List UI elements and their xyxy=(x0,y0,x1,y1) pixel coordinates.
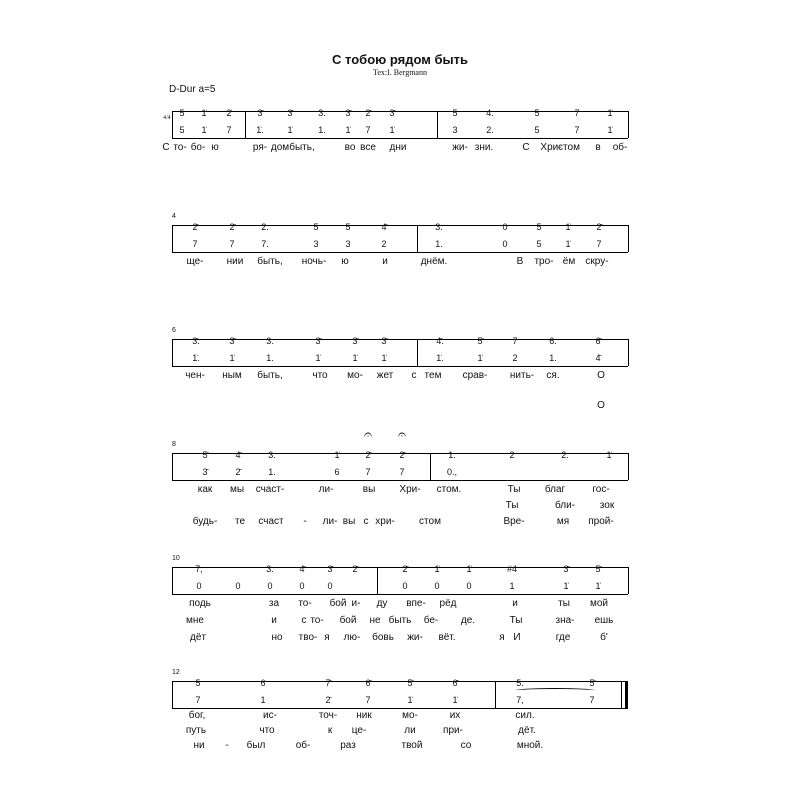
lower-note: 1̇. xyxy=(436,353,444,363)
lower-note: 1 xyxy=(260,695,266,705)
lower-note: 1̇. xyxy=(192,353,200,363)
upper-note: 2̄ xyxy=(402,564,408,574)
lyric-syllable: и xyxy=(382,256,388,267)
barline xyxy=(172,567,173,594)
barline xyxy=(172,453,173,480)
fermata-icon: 𝄐 xyxy=(364,426,372,442)
staff-line-pair xyxy=(172,225,628,253)
upper-note: 2̄ xyxy=(192,222,198,232)
staff-line-pair xyxy=(172,339,628,367)
lower-note: 1. xyxy=(266,353,274,363)
lyric-syllable: С xyxy=(522,142,530,153)
lyric-syllable: тем xyxy=(424,370,442,381)
lyric-syllable: как xyxy=(197,484,213,495)
lower-note: 0 xyxy=(502,239,508,249)
lower-note: 3̄ xyxy=(202,467,208,477)
lyric-syllable: бовь xyxy=(372,632,394,643)
upper-note: 3. xyxy=(435,222,443,232)
upper-note: 5 xyxy=(345,222,351,232)
lyric-syllable: тро- xyxy=(534,256,554,267)
lyric-syllable: подь xyxy=(189,598,211,609)
lyricist-credit: Tex:I. Bergmann xyxy=(373,68,427,77)
lower-note: 1̇. xyxy=(256,125,264,135)
upper-note: 5̄ xyxy=(407,678,413,688)
upper-note: 3̄ xyxy=(229,336,235,346)
barline xyxy=(245,111,246,138)
barline xyxy=(628,339,629,366)
upper-note: 6. xyxy=(549,336,557,346)
barline xyxy=(621,681,622,708)
key-signature: D-Dur a=5 xyxy=(169,84,216,95)
lyric-syllable: бой xyxy=(329,598,347,609)
lower-note: 7 xyxy=(365,467,371,477)
lyric-syllable: ли xyxy=(404,725,416,736)
lyric-syllable: с xyxy=(301,615,307,626)
lower-note: 1̇ xyxy=(407,695,413,705)
upper-note: 1̇ xyxy=(606,450,612,460)
lower-note: 0 xyxy=(327,581,333,591)
lower-note: 2. xyxy=(486,125,494,135)
lower-note: 0 xyxy=(267,581,273,591)
lyric-syllable: ю xyxy=(341,256,349,267)
lyric-syllable: в xyxy=(595,142,601,153)
lower-note: 2̄ xyxy=(235,467,241,477)
upper-note: 4̄. xyxy=(436,336,444,346)
lyric-syllable: те xyxy=(234,516,246,527)
upper-note: 5 xyxy=(534,108,540,118)
upper-note: 7 xyxy=(574,108,580,118)
lyric-syllable: бли- xyxy=(554,500,576,511)
lyric-syllable: ём xyxy=(562,256,576,267)
upper-note: 3̄ xyxy=(389,108,395,118)
staff-line-pair xyxy=(172,681,628,709)
lyric-syllable: и xyxy=(512,598,518,609)
lyric-syllable: ще- xyxy=(186,256,204,267)
upper-note: 3̄ xyxy=(345,108,351,118)
lyric-syllable: где xyxy=(555,632,571,643)
staff-line-pair xyxy=(172,111,628,139)
lower-note: 7, xyxy=(516,695,524,705)
upper-note: 6̄ xyxy=(365,678,371,688)
lyric-syllable: то- xyxy=(298,598,312,609)
lower-note: 7 xyxy=(399,467,405,477)
upper-note: 4. xyxy=(486,108,494,118)
lyric-syllable: О xyxy=(597,370,605,381)
lyric-syllable: то- xyxy=(173,142,187,153)
upper-note: 3̄ xyxy=(563,564,569,574)
upper-note: 3̄ xyxy=(352,336,358,346)
upper-note: 3̄ xyxy=(381,336,387,346)
upper-note: 6 xyxy=(260,678,266,688)
lyric-syllable: Ты xyxy=(507,484,521,495)
lower-note: 7 xyxy=(226,125,232,135)
lyric-syllable: - xyxy=(225,740,229,751)
lyric-syllable: ты xyxy=(558,598,570,609)
lower-note: 7 xyxy=(365,125,371,135)
lower-note: 7. xyxy=(261,239,269,249)
lyric-syllable: мной. xyxy=(516,740,544,751)
barline xyxy=(628,453,629,480)
lyric-syllable: зна- xyxy=(555,615,575,626)
upper-note: 2. xyxy=(261,222,269,232)
lower-note: 0 xyxy=(235,581,241,591)
upper-note: 6̄ xyxy=(595,336,601,346)
upper-note: 7̄ xyxy=(325,678,331,688)
upper-note: 1̇ xyxy=(201,108,207,118)
lyric-syllable: счаст- xyxy=(255,484,285,495)
lyric-syllable: со xyxy=(460,740,472,751)
lower-note: 7 xyxy=(589,695,595,705)
upper-note: 5 xyxy=(452,108,458,118)
lyric-syllable: благ xyxy=(544,484,566,495)
lower-note: 0 xyxy=(402,581,408,591)
lyric-syllable: жет xyxy=(376,370,394,381)
lyric-syllable: де. xyxy=(460,615,476,626)
lyric-syllable: твой xyxy=(401,740,423,751)
lyric-syllable: бой xyxy=(339,615,357,626)
upper-note: 1̇ xyxy=(565,222,571,232)
lyric-syllable: Хри- xyxy=(399,484,421,495)
lower-note: 2̄ xyxy=(325,695,331,705)
lyric-syllable: быть xyxy=(388,615,412,626)
lyric-syllable: Ты xyxy=(509,615,523,626)
upper-note: 5 xyxy=(195,678,201,688)
upper-note: 4̄ xyxy=(235,450,241,460)
lower-note: 1̇ xyxy=(287,125,293,135)
barline xyxy=(628,567,629,594)
lower-note: 1̇ xyxy=(389,125,395,135)
lyric-syllable: С xyxy=(162,142,170,153)
lower-note: 2 xyxy=(512,353,518,363)
barline xyxy=(628,111,629,138)
lyric-syllable: будь- xyxy=(192,516,218,527)
lower-note: 1̇ xyxy=(452,695,458,705)
lyric-syllable: стом. xyxy=(436,484,462,495)
lyric-syllable: Вре- xyxy=(503,516,525,527)
barline xyxy=(437,111,438,138)
lower-note: 1. xyxy=(318,125,326,135)
lyric-syllable: счаст xyxy=(258,516,284,527)
upper-note: 3̄ xyxy=(287,108,293,118)
lyric-syllable: зок xyxy=(599,500,615,511)
upper-note: #4 xyxy=(506,564,518,574)
lyric-syllable: ся. xyxy=(546,370,560,381)
lower-note: 3 xyxy=(452,125,458,135)
upper-note: 1̇ xyxy=(607,108,613,118)
measure-number: 8 xyxy=(172,441,176,448)
upper-note: 4̄ xyxy=(381,222,387,232)
lyric-syllable: к xyxy=(327,725,333,736)
lower-note: 3 xyxy=(313,239,319,249)
upper-note: 3̄ xyxy=(257,108,263,118)
lyric-syllable: зни. xyxy=(474,142,494,153)
lower-note: 7 xyxy=(365,695,371,705)
lower-note: 1̇ xyxy=(201,125,207,135)
upper-note: 3̄ xyxy=(327,564,333,574)
lyric-syllable: дёт xyxy=(190,632,206,643)
lyric-syllable: ни xyxy=(193,740,205,751)
barline xyxy=(172,339,173,366)
lyric-syllable: жи- xyxy=(407,632,423,643)
lyric-syllable: ис- xyxy=(263,710,277,721)
lyric-syllable: бо- xyxy=(190,142,206,153)
lyric-syllable: прой- xyxy=(588,516,614,527)
barline xyxy=(377,567,378,594)
lyric-syllable: с xyxy=(363,516,369,527)
lower-note: 6 xyxy=(334,467,340,477)
lower-note: 1. xyxy=(549,353,557,363)
lyric-syllable: Хри- xyxy=(540,142,562,153)
upper-note: 1. xyxy=(448,450,456,460)
upper-note: 2̇ xyxy=(226,108,232,118)
upper-note: 2̄ xyxy=(352,564,358,574)
lyric-syllable: нии xyxy=(226,256,244,267)
lyric-syllable: я xyxy=(324,632,330,643)
fermata-icon: 𝄐 xyxy=(398,426,406,442)
lyric-syllable: - xyxy=(303,516,307,527)
lower-note: 0 xyxy=(434,581,440,591)
lyric-syllable: ю xyxy=(211,142,219,153)
upper-note: 2 xyxy=(509,450,515,460)
lower-note: 1. xyxy=(435,239,443,249)
upper-note: 1̇ xyxy=(466,564,472,574)
lyric-syllable: стом xyxy=(558,142,580,153)
lyric-syllable: це- xyxy=(351,725,367,736)
lower-note: 0., xyxy=(446,467,458,477)
measure-number: 4 xyxy=(172,213,176,220)
lyric-syllable: ночь- xyxy=(301,256,327,267)
lyric-syllable: во xyxy=(344,142,356,153)
lower-note: 7 xyxy=(574,125,580,135)
barline xyxy=(172,681,173,708)
upper-note: 5 xyxy=(179,108,185,118)
upper-note: 5̄ xyxy=(595,564,601,574)
lower-note: 1̇ xyxy=(315,353,321,363)
upper-note: 7 xyxy=(512,336,518,346)
lyric-syllable: жи- xyxy=(452,142,468,153)
lyric-syllable: днём. xyxy=(420,256,448,267)
lyric-syllable: и xyxy=(271,615,277,626)
upper-note: 0 xyxy=(502,222,508,232)
lyric-syllable: мо- xyxy=(347,370,363,381)
lower-note: 1̇ xyxy=(229,353,235,363)
upper-note: 2. xyxy=(561,450,569,460)
lyric-syllable: вы xyxy=(342,516,356,527)
lyric-syllable: точ- xyxy=(318,710,338,721)
lyric-syllable: мя xyxy=(556,516,570,527)
lyric-syllable: впе- xyxy=(406,598,426,609)
lyric-syllable: раз xyxy=(340,740,356,751)
song-title: С тобою рядом быть xyxy=(332,52,468,67)
lyric-syllable: дёт. xyxy=(518,725,536,736)
barline xyxy=(172,111,173,138)
lower-note: 1̇ xyxy=(563,581,569,591)
lyric-syllable: мо- xyxy=(402,710,418,721)
measure-number: 6 xyxy=(172,327,176,334)
upper-note: 3̄. xyxy=(192,336,200,346)
barline xyxy=(417,225,418,252)
lower-note: 1 xyxy=(509,581,515,591)
lyric-syllable: ешь xyxy=(594,615,614,626)
lyric-syllable: был xyxy=(246,740,266,751)
lower-note: 5 xyxy=(179,125,185,135)
upper-note: 5. xyxy=(516,678,524,688)
barline xyxy=(172,225,173,252)
lyric-syllable: О xyxy=(597,400,605,411)
barline xyxy=(495,681,496,708)
lyric-syllable: тво- xyxy=(298,632,318,643)
lyric-syllable: И xyxy=(513,632,521,643)
lower-note: 0 xyxy=(299,581,305,591)
lower-note: 5 xyxy=(536,239,542,249)
lower-note: 3 xyxy=(345,239,351,249)
lyric-syllable: и- xyxy=(351,598,361,609)
lower-note: 7 xyxy=(596,239,602,249)
lyric-syllable: при- xyxy=(443,725,463,736)
lyric-syllable: хри- xyxy=(375,516,395,527)
upper-note: 7, xyxy=(195,564,203,574)
lyric-syllable: ли- xyxy=(322,516,338,527)
lyric-syllable: быть, xyxy=(289,142,315,153)
lower-note: 1̇ xyxy=(352,353,358,363)
upper-note: 1̇ xyxy=(434,564,440,574)
lyric-syllable: но xyxy=(271,632,283,643)
upper-note: 3. xyxy=(266,564,274,574)
upper-note: 2̄ xyxy=(596,222,602,232)
lyric-syllable: дом xyxy=(270,142,290,153)
lyric-syllable: об- xyxy=(295,740,311,751)
lyric-syllable: ник xyxy=(356,710,372,721)
lower-note: 7 xyxy=(192,239,198,249)
lyric-syllable: В xyxy=(516,256,524,267)
lyric-syllable: об- xyxy=(612,142,628,153)
upper-note: 2̄ xyxy=(399,450,405,460)
lyric-syllable: я xyxy=(499,632,505,643)
time-signature: 4/4 xyxy=(163,115,171,121)
upper-note: 6̄ xyxy=(452,678,458,688)
lyric-syllable: ря- xyxy=(252,142,268,153)
lyric-syllable: путь xyxy=(185,725,207,736)
lyric-syllable: дни xyxy=(389,142,407,153)
upper-note: 5 xyxy=(536,222,542,232)
lower-note: 1̇ xyxy=(565,239,571,249)
lyric-syllable: нить- xyxy=(509,370,535,381)
lyric-syllable: мы xyxy=(229,484,245,495)
upper-note: 2̄ xyxy=(365,450,371,460)
lyric-syllable: за xyxy=(268,598,280,609)
lyric-syllable: вы xyxy=(362,484,376,495)
measure-number: 12 xyxy=(172,669,180,676)
upper-note: 3. xyxy=(268,450,276,460)
lyric-syllable: стом xyxy=(419,516,441,527)
lower-note: 2 xyxy=(381,239,387,249)
lyric-syllable: скру- xyxy=(585,256,609,267)
lyric-syllable: ду xyxy=(376,598,388,609)
upper-note: 5̄ xyxy=(477,336,483,346)
lyric-syllable: бог, xyxy=(188,710,206,721)
lower-note: 1̇ xyxy=(345,125,351,135)
lyric-syllable: что xyxy=(312,370,328,381)
lyric-syllable: что xyxy=(259,725,275,736)
lyric-syllable: гос- xyxy=(592,484,610,495)
lyric-syllable: их xyxy=(449,710,461,721)
lyric-syllable: не xyxy=(369,615,381,626)
upper-note: 3. xyxy=(318,108,326,118)
upper-note: 4̄ xyxy=(299,564,305,574)
lyric-syllable: сил. xyxy=(515,710,535,721)
lyric-syllable: Ты xyxy=(505,500,519,511)
lower-note: 0 xyxy=(196,581,202,591)
lyric-syllable: то- xyxy=(310,615,324,626)
upper-note: 3. xyxy=(266,336,274,346)
final-barline xyxy=(625,681,628,708)
lower-note: 0 xyxy=(466,581,472,591)
lyric-syllable: ным xyxy=(222,370,242,381)
lyric-syllable: лю- xyxy=(343,632,361,643)
lower-note: 5 xyxy=(534,125,540,135)
lyric-syllable: ли- xyxy=(318,484,334,495)
upper-note: 2̄ xyxy=(365,108,371,118)
upper-note: 5̄ xyxy=(202,450,208,460)
lyric-syllable: б' xyxy=(600,632,608,643)
measure-number: 10 xyxy=(172,555,180,562)
lower-note: 7 xyxy=(195,695,201,705)
lower-note: 1̇ xyxy=(595,581,601,591)
lyric-syllable: с xyxy=(411,370,417,381)
lyric-syllable: бе- xyxy=(423,615,439,626)
lower-note: 1̇ xyxy=(607,125,613,135)
lyric-syllable: все xyxy=(360,142,376,153)
lower-note: 1̇ xyxy=(381,353,387,363)
barline xyxy=(430,453,431,480)
lyric-syllable: быть, xyxy=(257,370,283,381)
lyric-syllable: мой xyxy=(589,598,609,609)
lyric-syllable: рёд xyxy=(439,598,457,609)
lower-note: 4̄ xyxy=(595,353,601,363)
upper-note: 3̄ xyxy=(315,336,321,346)
upper-note: 1̇ xyxy=(334,450,340,460)
upper-note: 2̄ xyxy=(229,222,235,232)
lyric-syllable: срав- xyxy=(462,370,488,381)
lower-note: 1̇ xyxy=(477,353,483,363)
lower-note: 1. xyxy=(268,467,276,477)
barline xyxy=(628,225,629,252)
tie-arc xyxy=(515,688,595,693)
lyric-syllable: вёт. xyxy=(438,632,456,643)
lyric-syllable: быть, xyxy=(257,256,283,267)
barline xyxy=(417,339,418,366)
lower-note: 7 xyxy=(229,239,235,249)
lyric-syllable: чен- xyxy=(185,370,205,381)
upper-note: 5 xyxy=(313,222,319,232)
upper-note: 5̄ xyxy=(589,678,595,688)
lyric-syllable: мне xyxy=(186,615,204,626)
